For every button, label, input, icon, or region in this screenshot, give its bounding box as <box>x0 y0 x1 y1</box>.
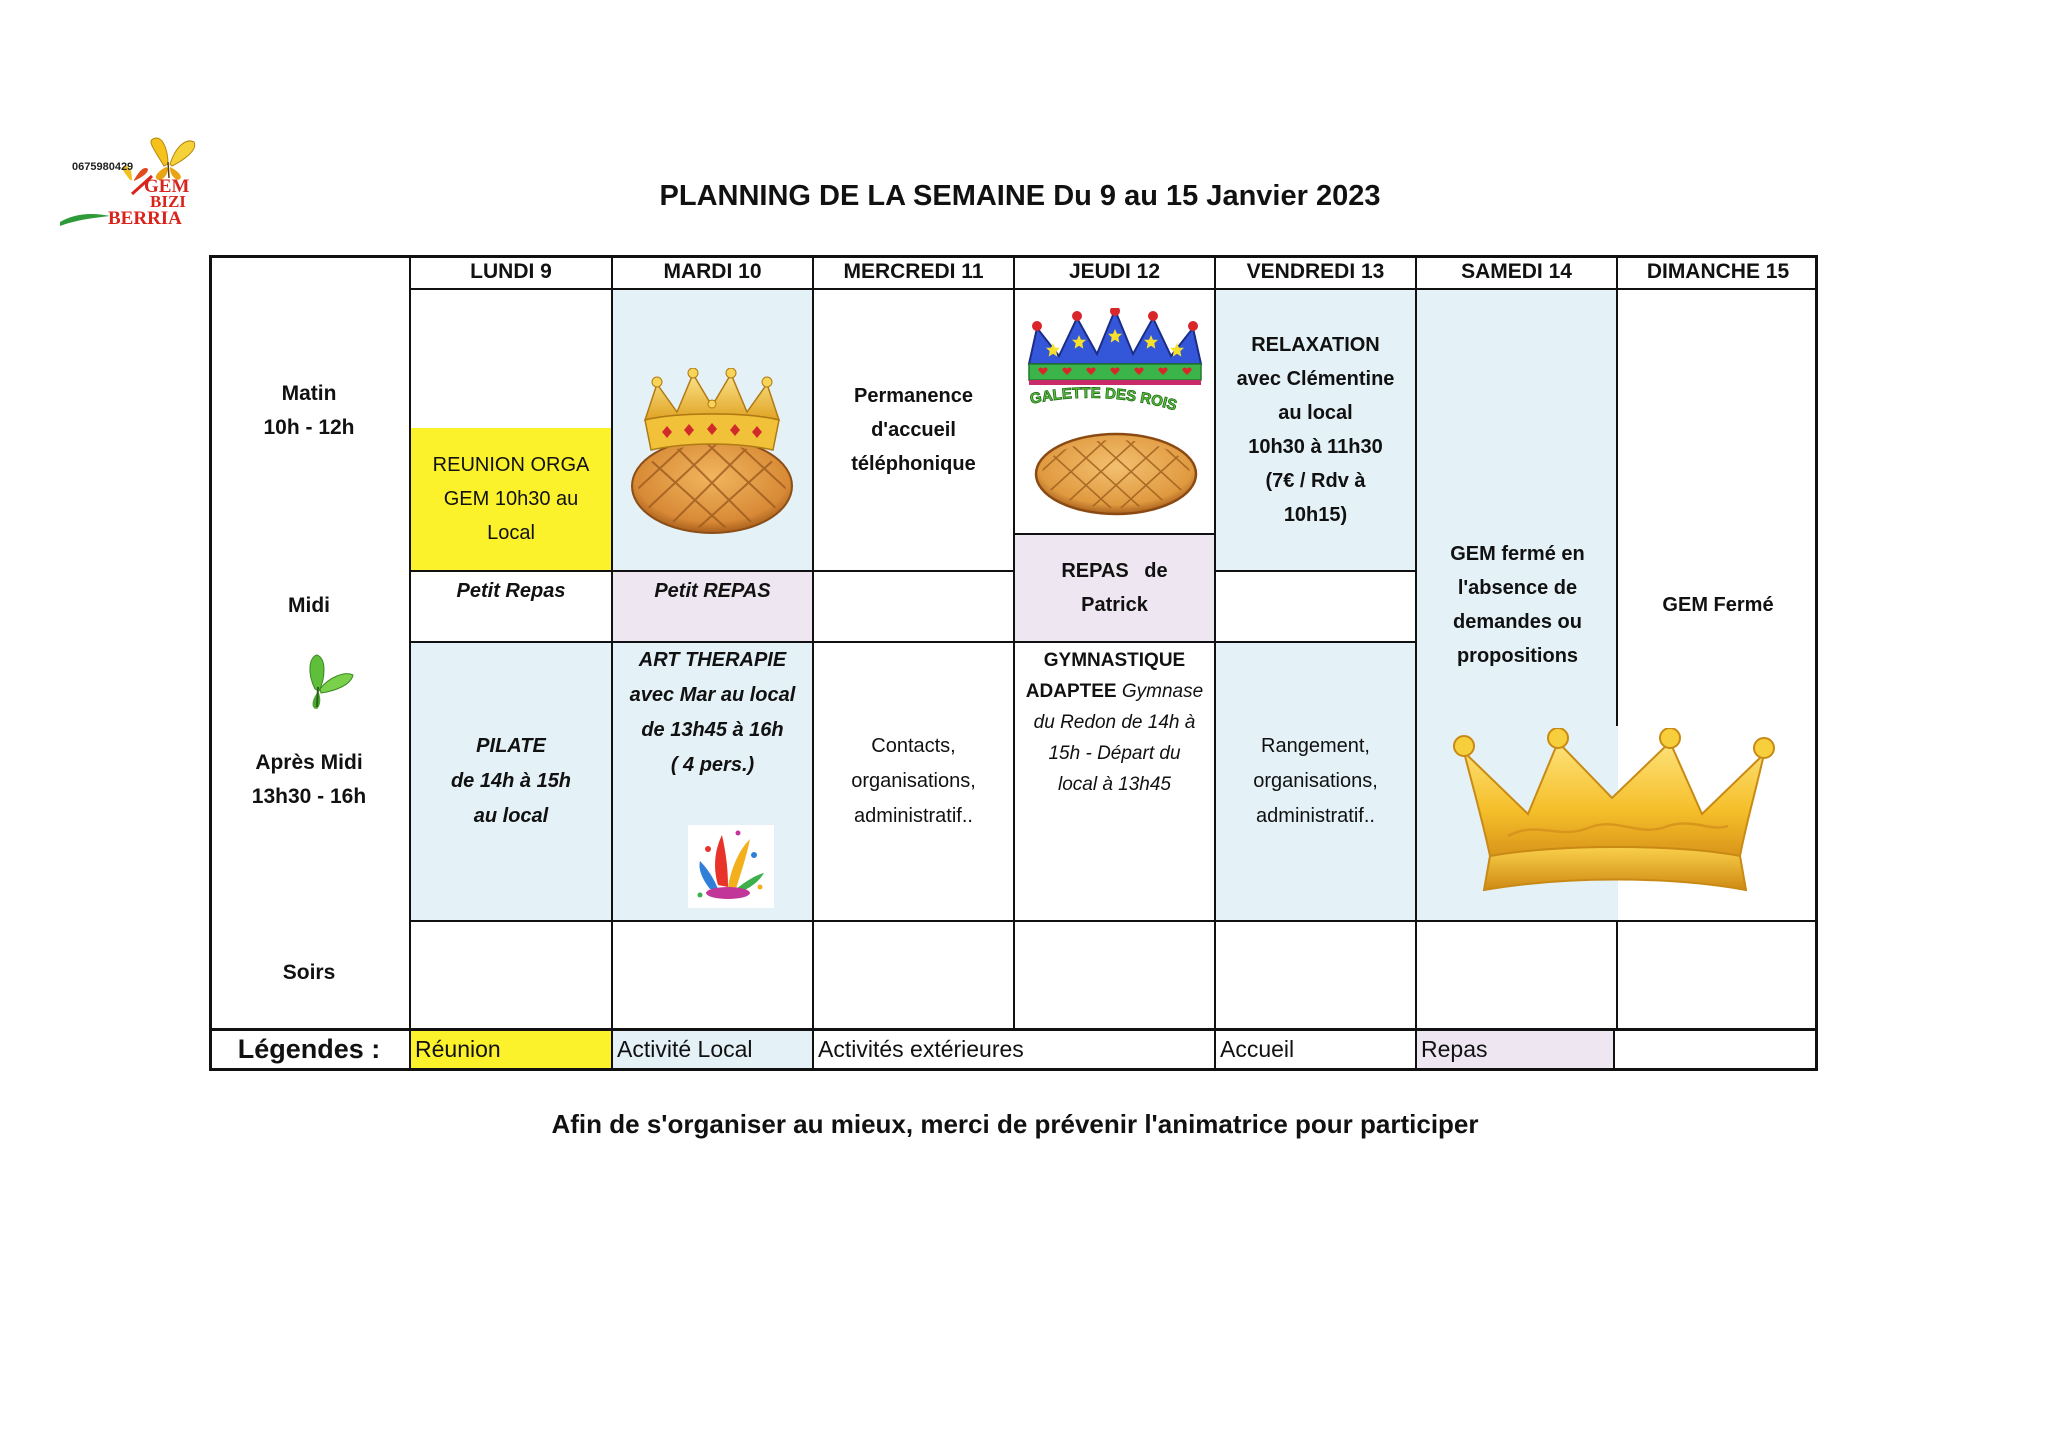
legend-repas: Repas <box>1417 1028 1615 1071</box>
repas-line: Patrick <box>1081 594 1148 616</box>
samedi-line: l'absence de <box>1457 577 1578 599</box>
header-lundi: LUNDI 9 <box>411 255 613 290</box>
crown-icon <box>1029 308 1201 385</box>
pilate-line: au local <box>473 805 549 827</box>
relaxation-line: RELAXATION <box>1251 334 1380 356</box>
gymnastique-line: local à 13h45 <box>1057 774 1172 795</box>
logo-phone: 0675980429 <box>72 161 134 173</box>
logo-text-bizi: BIZI <box>150 192 186 211</box>
vendredi-matin <box>1216 290 1417 572</box>
period-apres-midi-hours: 13h30 - 16h <box>251 785 367 808</box>
art-therapie-line: de 13h45 à 16h <box>641 719 784 741</box>
paint-splash-icon <box>688 825 774 908</box>
lundi-matin-empty <box>411 290 613 428</box>
mercredi-matin <box>814 290 1015 572</box>
samedi-line: demandes ou <box>1453 611 1582 633</box>
pilate-line: de 14h à 15h <box>450 770 572 792</box>
period-apres-midi: Après Midi <box>255 751 363 774</box>
permanence-line: Permanence <box>854 385 973 407</box>
gymnastique-subtitle: ADAPTEE <box>1025 681 1117 702</box>
art-therapie-line: ART THERAPIE <box>638 649 787 671</box>
lundi-midi <box>411 572 613 643</box>
galette <box>632 439 792 533</box>
contacts-line: Contacts, <box>871 735 956 757</box>
art-therapie-line: avec Mar au local <box>629 684 796 706</box>
mardi-midi <box>613 572 814 643</box>
header-samedi: SAMEDI 14 <box>1417 255 1618 290</box>
rangement-line: organisations, <box>1253 770 1378 792</box>
permanence-line: téléphonique <box>851 453 976 475</box>
samedi-line: GEM fermé en <box>1450 543 1585 565</box>
period-matin-hours: 10h - 12h <box>263 416 355 439</box>
relaxation-line: 10h15) <box>1283 504 1348 526</box>
legend-empty <box>1615 1028 1818 1071</box>
logo-text-berria: BERRIA <box>108 208 182 229</box>
reunion-line: REUNION ORGA <box>432 454 590 476</box>
period-label-column <box>209 255 411 1028</box>
vendredi-midi <box>1216 572 1417 643</box>
lundi-apres-midi <box>411 643 613 922</box>
dimanche-soir <box>1618 922 1818 1028</box>
logo-text-gem: GEM <box>144 176 190 197</box>
gymnastique-line: 15h - Départ du <box>1048 743 1181 764</box>
mardi-matin <box>613 290 814 572</box>
relaxation-line: au local <box>1278 402 1353 424</box>
header-vendredi: VENDREDI 13 <box>1216 255 1417 290</box>
legend-activite-local: Activité Local <box>613 1028 814 1071</box>
jeudi-matin <box>1015 290 1216 535</box>
lundi-midi-text: Petit Repas <box>456 580 566 602</box>
mardi-midi-text: Petit REPAS <box>654 580 771 602</box>
mercredi-midi <box>814 572 1015 643</box>
header-jeudi: JEUDI 12 <box>1015 255 1216 290</box>
period-soirs: Soirs <box>282 961 336 984</box>
relaxation-line: (7€ / Rdv à <box>1265 470 1366 492</box>
crown-galette-image <box>627 368 797 535</box>
repas-line: REPAS de <box>1061 560 1168 582</box>
legend-reunion: Réunion <box>411 1028 613 1071</box>
butterfly-icon <box>287 653 357 713</box>
lundi-soir <box>411 922 613 1028</box>
legend-activites-exterieures: Activités extérieures <box>814 1028 1216 1071</box>
header-mercredi: MERCREDI 11 <box>814 255 1015 290</box>
reunion-line: GEM 10h30 au <box>443 488 579 510</box>
samedi-dimanche-separator <box>1616 290 1618 726</box>
gymnastique-title: GYMNASTIQUE <box>1043 650 1186 671</box>
vendredi-apres-midi <box>1216 643 1417 922</box>
mercredi-apres-midi <box>814 643 1015 922</box>
relaxation-line: avec Clémentine <box>1236 368 1395 390</box>
relaxation-line: 10h30 à 11h30 <box>1248 436 1383 458</box>
header-mardi: MARDI 10 <box>613 255 814 290</box>
art-therapie-line: ( 4 pers.) <box>670 754 755 776</box>
vendredi-soir <box>1216 922 1417 1028</box>
pilate-line: PILATE <box>476 735 546 757</box>
samedi-line: propositions <box>1456 645 1579 667</box>
big-crown-icon <box>1448 728 1780 904</box>
samedi-soir <box>1417 922 1618 1028</box>
jeudi-repas <box>1015 535 1216 643</box>
period-matin: Matin <box>281 382 337 405</box>
dimanche-text: GEM Fermé <box>1662 594 1774 616</box>
period-midi: Midi <box>288 594 330 617</box>
footer-note: Afin de s'organiser au mieux, merci de prévenir l'animatrice pour participer <box>551 1109 1479 1139</box>
contacts-line: organisations, <box>851 770 976 792</box>
rangement-line: administratif.. <box>1256 805 1375 827</box>
crown-icon <box>645 368 779 450</box>
legend-accueil: Accueil <box>1216 1028 1417 1071</box>
contacts-line: administratif.. <box>854 805 973 827</box>
reunion-line: Local <box>487 522 535 544</box>
logo-butterfly-icon <box>151 138 195 180</box>
legend-label: Légendes : <box>209 1028 411 1071</box>
jeudi-apres-midi <box>1015 643 1216 922</box>
rangement-line: Rangement, <box>1261 735 1370 757</box>
galette-des-rois-image <box>1023 308 1206 530</box>
gymnastique-line: du Redon de 14h à <box>1033 712 1196 733</box>
header-dimanche: DIMANCHE 15 <box>1618 255 1818 290</box>
galette-des-rois-caption: GALETTE DES ROIS <box>1028 384 1179 415</box>
page-title: PLANNING DE LA SEMAINE Du 9 au 15 Janvier 2023 <box>659 180 1381 212</box>
mardi-soir <box>613 922 814 1028</box>
galette <box>1036 434 1196 514</box>
lundi-matin-reunion <box>411 428 613 572</box>
mercredi-soir <box>814 922 1015 1028</box>
gymnastique-place: Gymnase <box>1121 681 1204 702</box>
gymnastique-line <box>1026 676 1203 707</box>
mardi-apres-midi <box>613 643 814 922</box>
jeudi-soir <box>1015 922 1216 1028</box>
permanence-line: d'accueil <box>871 419 956 441</box>
